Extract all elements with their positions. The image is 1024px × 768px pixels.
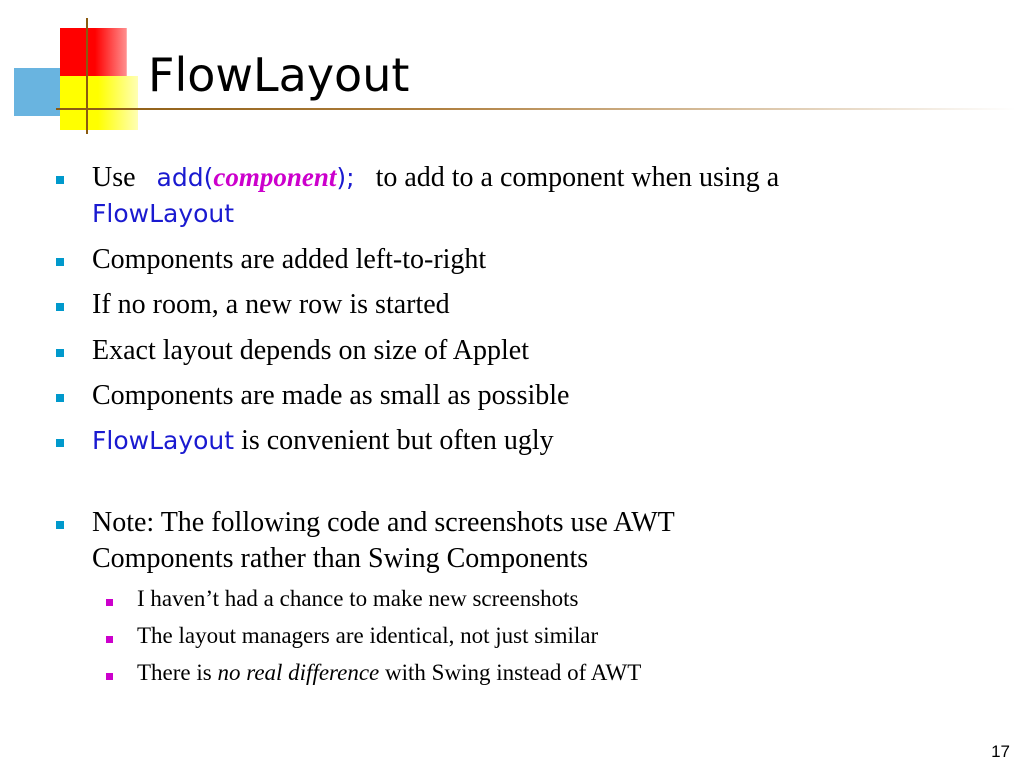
bullet-text: Use xyxy=(92,162,136,193)
title-underline xyxy=(56,108,1016,110)
bullet-left-to-right: Components are added left-to-right xyxy=(92,244,487,275)
bullet-note-line2: Components rather than Swing Components xyxy=(92,543,589,574)
code-add: add( xyxy=(156,163,214,192)
code-flowlayout: FlowLayout xyxy=(92,199,235,228)
sub-bullet-identical: The layout managers are identical, not just similar xyxy=(137,623,599,648)
bullet-marker xyxy=(56,521,64,529)
bullet-new-row: If no room, a new row is started xyxy=(92,289,450,320)
sub-bullet-marker xyxy=(106,636,113,643)
emphasis-text: no real difference xyxy=(217,660,380,685)
bullet-text: to add to a component when using a xyxy=(375,162,780,193)
sub-bullet-text: with Swing instead of AWT xyxy=(385,660,642,685)
slide-title: FlowLayout xyxy=(148,48,410,102)
logo-red-fade xyxy=(95,28,127,80)
sub-bullet-marker xyxy=(106,673,113,680)
bullet-add-component-line2 xyxy=(92,197,234,230)
bullet-add-component xyxy=(92,161,779,194)
bullet-marker xyxy=(56,439,64,447)
bullet-exact-layout: Exact layout depends on size of Applet xyxy=(92,335,529,366)
bullet-marker xyxy=(56,349,64,357)
bullet-small-as-possible: Components are made as small as possible xyxy=(92,380,570,411)
logo-yellow-fade xyxy=(98,76,138,130)
page-number: 17 xyxy=(991,742,1010,761)
code-flowlayout: FlowLayout xyxy=(92,426,235,455)
bullet-marker xyxy=(56,258,64,266)
code-arg: component xyxy=(213,162,337,192)
bullet-text: is convenient but often ugly xyxy=(241,425,554,456)
sub-bullet-marker xyxy=(106,599,113,606)
logo-vertical-line xyxy=(86,18,88,134)
bullet-marker xyxy=(56,394,64,402)
bullet-note-line1: Note: The following code and screenshots use AWT xyxy=(92,507,675,538)
sub-bullet-text: There is xyxy=(137,660,212,685)
bullet-marker xyxy=(56,303,64,311)
bullet-marker xyxy=(56,176,64,184)
bullet-convenient-ugly xyxy=(92,424,554,457)
sub-bullet-no-difference xyxy=(137,659,641,687)
code-close: ); xyxy=(336,163,355,192)
sub-bullet-screenshots: I haven’t had a chance to make new screenshots xyxy=(137,586,579,611)
